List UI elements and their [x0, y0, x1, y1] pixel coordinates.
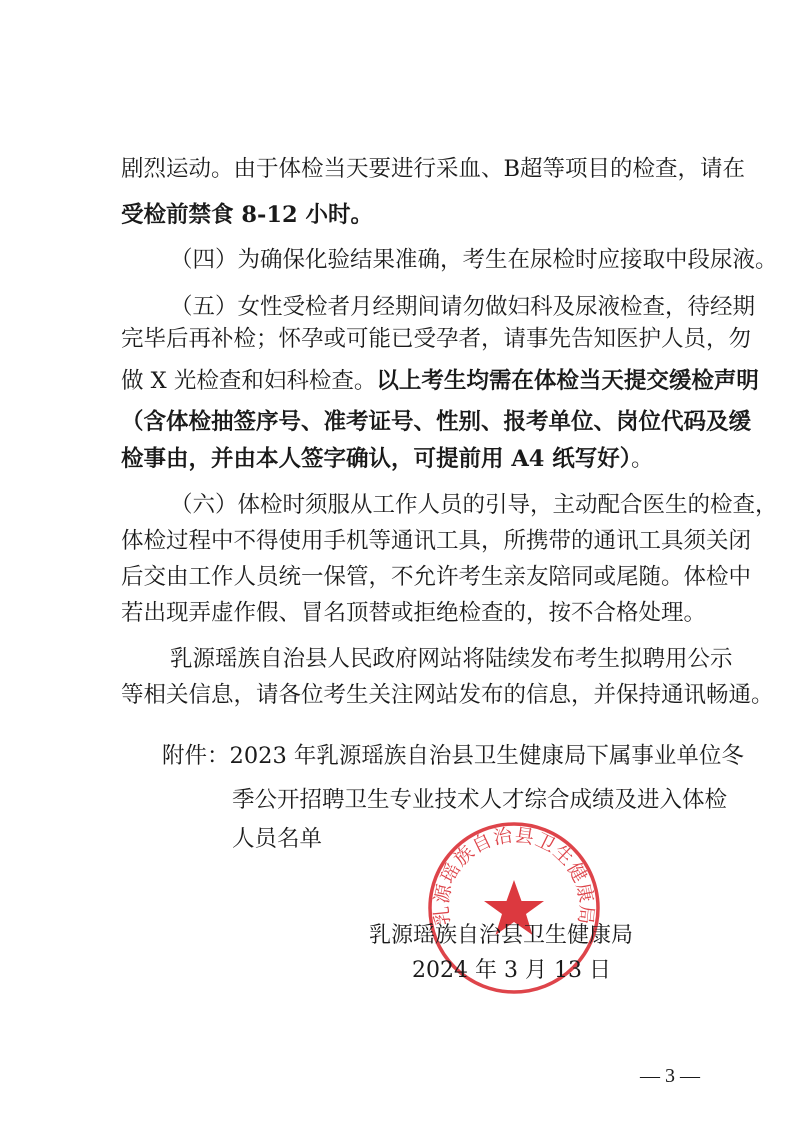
body-line — [170, 296, 755, 319]
body-line — [121, 602, 706, 625]
body-line — [232, 789, 727, 812]
body-line — [121, 684, 774, 707]
text-segment: 完毕后再补检；怀孕或可能已受孕者，请事先告知医护人员，勿 — [121, 326, 752, 352]
text-segment: 后交由工作人员统一保管，不允许考生亲友陪同或尾随。体检中 — [121, 564, 752, 590]
body-line — [121, 411, 751, 434]
text-segment: 体检过程中不得使用手机等通讯工具，所携带的通讯工具须关闭 — [121, 528, 752, 554]
bold-text-segment: （含体检抽签序号、准考证号、性别、报考单位、岗位代码及缓 — [121, 409, 752, 435]
text-segment: 等相关信息，请各位考生关注网站发布的信息，并保持通讯畅通。 — [121, 682, 774, 708]
body-line — [170, 249, 778, 272]
bold-text-segment: 以上考生均需在体检当天提交缓检声明 — [376, 368, 759, 394]
text-segment: 季公开招聘卫生专业技术人才综合成绩及进入体检 — [232, 787, 728, 813]
text-segment: 附件：2023 年乳源瑶族自治县卫生健康局下属事业单位冬 — [162, 743, 744, 769]
body-line — [121, 158, 745, 181]
text-segment: （五）女性受检者月经期间请勿做妇科及尿液检查，待经期 — [170, 294, 756, 320]
body-line — [170, 648, 733, 671]
body-line — [121, 448, 654, 471]
body-line — [121, 566, 751, 589]
text-segment: 若出现弄虚作假、冒名顶替或拒绝检查的，按不合格处理。 — [121, 600, 707, 626]
body-line — [162, 745, 744, 768]
body-line — [121, 530, 751, 553]
signature-date: 2024 年 3 月 13 日 — [412, 958, 611, 983]
body-line — [232, 828, 322, 851]
signature-org: 乳源瑶族自治县卫生健康局 — [369, 923, 634, 948]
svg-text:乳源瑶族自治县卫生健康局: 乳源瑶族自治县卫生健康局 — [430, 824, 598, 927]
text-segment: 做 X 光检查和妇科检查。 — [121, 368, 377, 394]
body-line — [121, 328, 751, 351]
text-segment: 乳源瑶族自治县人民政府网站将陆续发布考生拟聘用公示 — [170, 646, 733, 672]
body-line — [121, 204, 373, 227]
text-segment: （四）为确保化验结果准确，考生在尿检时应接取中段尿液。 — [170, 247, 778, 273]
bold-text-segment: 检事由，并由本人签字确认，可提前用 A4 纸写好） — [121, 446, 632, 472]
text-segment: 。 — [631, 446, 654, 472]
text-segment: （六）体检时须服从工作人员的引导，主动配合医生的检查， — [170, 492, 778, 518]
page-number: — 3 — — [640, 1065, 700, 1087]
text-segment: 剧烈运动。由于体检当天要进行采血、B超等项目的检查，请在 — [121, 156, 746, 182]
body-line — [170, 494, 778, 517]
body-line — [121, 370, 759, 393]
text-segment: 人员名单 — [232, 826, 323, 852]
bold-text-segment: 受检前禁食 8-12 小时。 — [121, 202, 373, 228]
